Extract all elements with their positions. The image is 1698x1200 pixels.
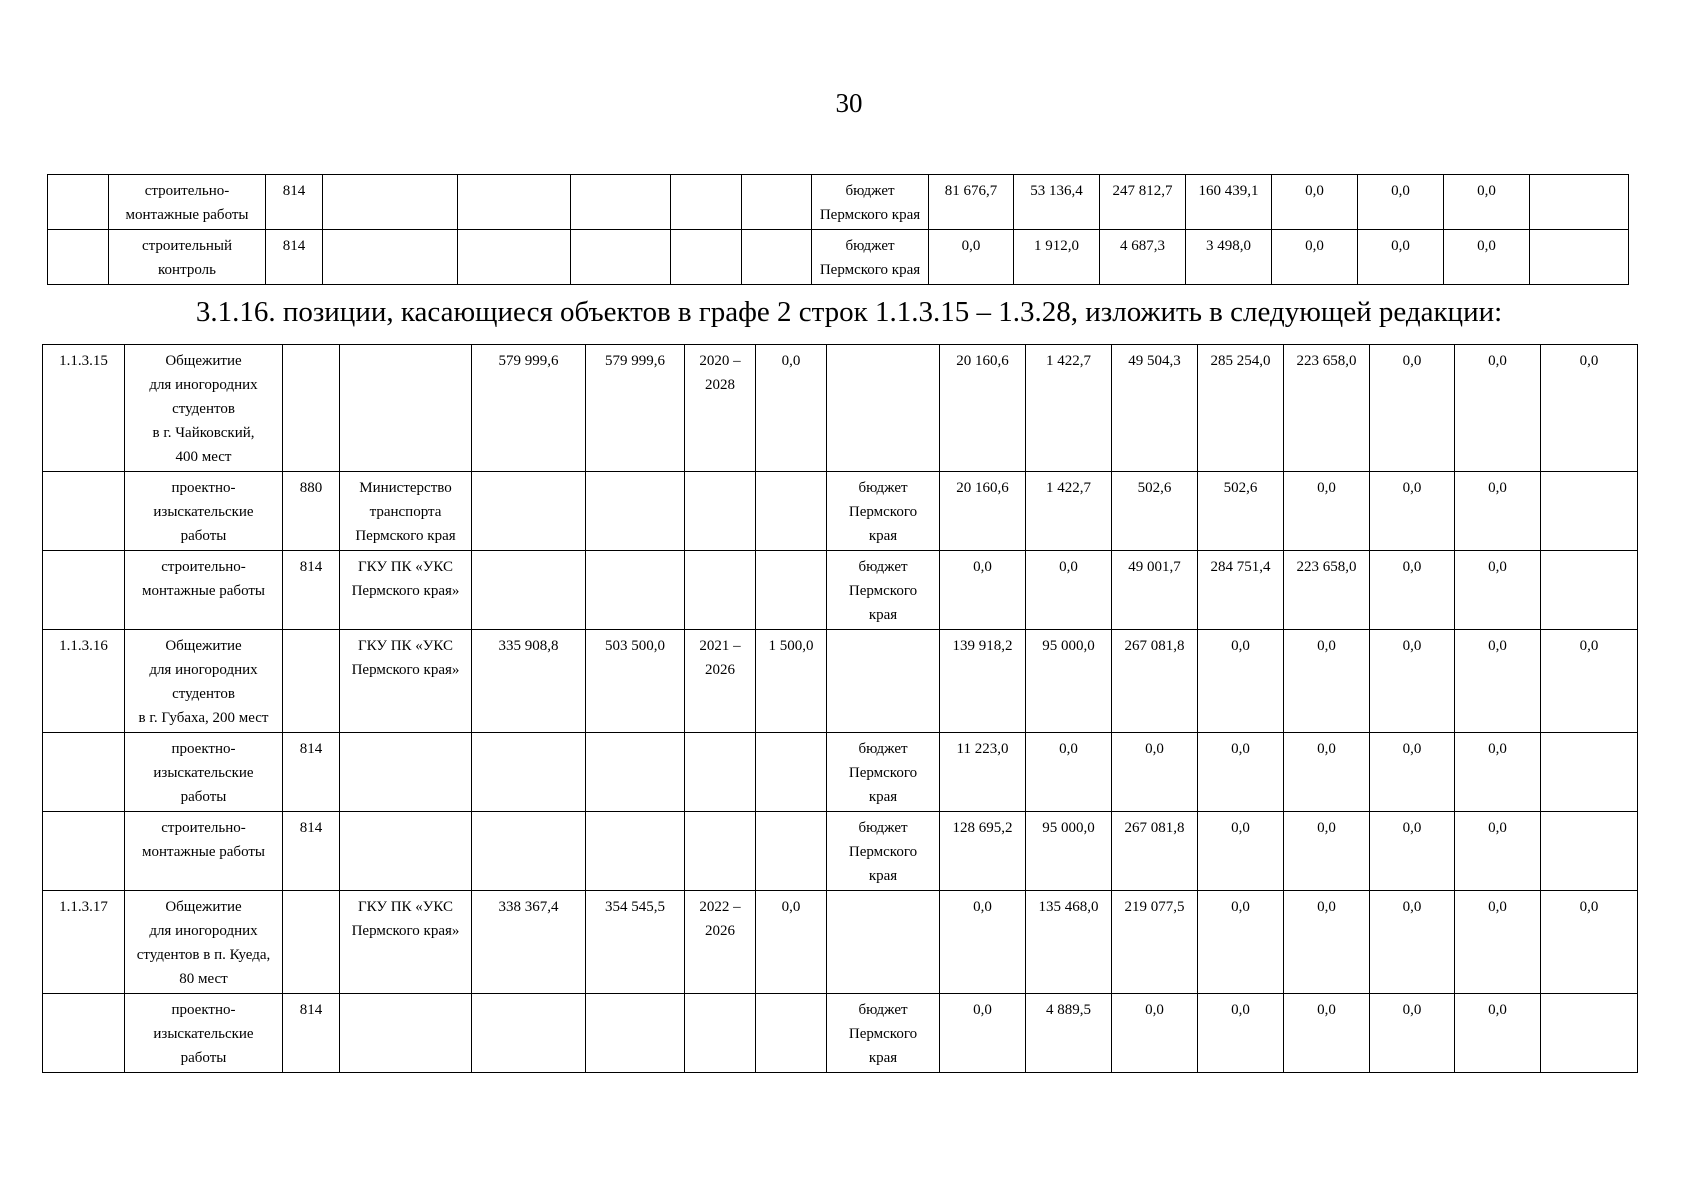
estimated-cost-cell	[472, 551, 586, 630]
item-name-cell: строительный контроль	[109, 230, 266, 285]
value-cell: 0,0	[1026, 551, 1112, 630]
code-cell	[283, 345, 340, 472]
value-cell: 0,0	[1444, 175, 1530, 230]
value-cell: 0,0	[1455, 733, 1541, 812]
prior-funding-cell: 1 500,0	[756, 630, 827, 733]
empty-cell	[742, 230, 812, 285]
total-cost-cell	[586, 812, 685, 891]
table-row	[48, 175, 1629, 230]
value-cell	[1541, 994, 1638, 1073]
value-cell: 0,0	[1284, 994, 1370, 1073]
row-number-cell	[48, 175, 109, 230]
empty-cell	[571, 175, 671, 230]
row-number-cell: 1.1.3.17	[43, 891, 125, 994]
value-cell: 0,0	[1541, 345, 1638, 472]
empty-cell	[742, 175, 812, 230]
value-cell: 0,0	[1541, 630, 1638, 733]
object-name-cell: Общежитие для иногородних студентов в г. Губаха, 200 мест	[125, 630, 283, 733]
value-cell: 502,6	[1112, 472, 1198, 551]
value-cell: 135 468,0	[1026, 891, 1112, 994]
row-number-cell	[43, 733, 125, 812]
prior-funding-cell	[756, 551, 827, 630]
value-cell	[1541, 472, 1638, 551]
funding-source-cell: бюджет Пермского края	[827, 733, 940, 812]
period-cell	[685, 812, 756, 891]
table-row	[43, 812, 1638, 891]
object-name-cell: строительно- монтажные работы	[125, 812, 283, 891]
total-cost-cell	[586, 733, 685, 812]
value-cell: 219 077,5	[1112, 891, 1198, 994]
period-cell: 2021 – 2026	[685, 630, 756, 733]
value-cell: 0,0	[1370, 733, 1455, 812]
estimated-cost-cell	[472, 733, 586, 812]
period-cell	[685, 994, 756, 1073]
value-cell: 0,0	[940, 994, 1026, 1073]
value-cell: 247 812,7	[1100, 175, 1186, 230]
value-cell: 0,0	[1198, 630, 1284, 733]
value-cell: 49 504,3	[1112, 345, 1198, 472]
organization-cell: ГКУ ПК «УКС Пермского края»	[340, 551, 472, 630]
value-cell: 0,0	[1272, 230, 1358, 285]
value-cell: 267 081,8	[1112, 630, 1198, 733]
value-cell: 0,0	[1370, 551, 1455, 630]
value-cell: 0,0	[1112, 994, 1198, 1073]
value-cell: 0,0	[1455, 551, 1541, 630]
value-cell	[1541, 733, 1638, 812]
value-cell: 1 422,7	[1026, 472, 1112, 551]
value-cell: 267 081,8	[1112, 812, 1198, 891]
code-cell	[283, 891, 340, 994]
value-cell: 0,0	[1284, 630, 1370, 733]
value-cell: 0,0	[940, 551, 1026, 630]
period-cell: 2020 – 2028	[685, 345, 756, 472]
organization-cell: Министерство транспорта Пермского края	[340, 472, 472, 551]
value-cell: 0,0	[1370, 345, 1455, 472]
value-cell: 95 000,0	[1026, 630, 1112, 733]
value-cell: 128 695,2	[940, 812, 1026, 891]
prior-funding-cell	[756, 472, 827, 551]
prior-funding-cell	[756, 812, 827, 891]
value-cell: 0,0	[1455, 812, 1541, 891]
objects-table	[42, 344, 1638, 1073]
value-cell: 139 918,2	[940, 630, 1026, 733]
value-cell: 0,0	[929, 230, 1014, 285]
prior-funding-cell	[756, 733, 827, 812]
value-cell: 0,0	[1284, 733, 1370, 812]
total-cost-cell	[586, 472, 685, 551]
value-cell: 0,0	[1455, 472, 1541, 551]
row-number-cell	[43, 994, 125, 1073]
value-cell: 0,0	[1026, 733, 1112, 812]
value-cell: 0,0	[1455, 994, 1541, 1073]
value-cell: 53 136,4	[1014, 175, 1100, 230]
value-cell: 20 160,6	[940, 345, 1026, 472]
empty-cell	[458, 175, 571, 230]
value-cell: 20 160,6	[940, 472, 1026, 551]
value-cell: 0,0	[1198, 994, 1284, 1073]
value-cell: 0,0	[1198, 812, 1284, 891]
value-cell: 0,0	[1198, 891, 1284, 994]
empty-cell	[323, 230, 458, 285]
value-cell: 11 223,0	[940, 733, 1026, 812]
value-cell: 0,0	[1284, 891, 1370, 994]
value-cell: 0,0	[1541, 891, 1638, 994]
value-cell: 81 676,7	[929, 175, 1014, 230]
page-number: 30	[835, 88, 863, 118]
prior-funding-cell: 0,0	[756, 891, 827, 994]
continuation-table	[47, 174, 1629, 285]
organization-cell	[340, 345, 472, 472]
object-name-cell: проектно- изыскательские работы	[125, 472, 283, 551]
value-cell: 0,0	[1455, 345, 1541, 472]
object-name-cell: строительно- монтажные работы	[125, 551, 283, 630]
organization-cell	[340, 994, 472, 1073]
total-cost-cell: 503 500,0	[586, 630, 685, 733]
row-number-cell	[43, 812, 125, 891]
row-number-cell: 1.1.3.16	[43, 630, 125, 733]
value-cell: 0,0	[1272, 175, 1358, 230]
funding-source-cell	[827, 891, 940, 994]
organization-cell	[340, 812, 472, 891]
prior-funding-cell	[756, 994, 827, 1073]
value-cell: 0,0	[1370, 812, 1455, 891]
value-cell: 4 687,3	[1100, 230, 1186, 285]
value-cell: 0,0	[1444, 230, 1530, 285]
estimated-cost-cell	[472, 472, 586, 551]
empty-cell	[671, 175, 742, 230]
period-cell	[685, 733, 756, 812]
value-cell: 0,0	[1370, 891, 1455, 994]
organization-cell: ГКУ ПК «УКС Пермского края»	[340, 891, 472, 994]
value-cell	[1541, 812, 1638, 891]
section-heading: 3.1.16. позиции, касающиеся объектов в графе 2 строк 1.1.3.15 – 1.3.28, изложить в следующей редакции:	[195, 296, 1503, 328]
value-cell: 284 751,4	[1198, 551, 1284, 630]
code-cell: 814	[283, 551, 340, 630]
value-cell: 0,0	[1370, 994, 1455, 1073]
funding-source-cell: бюджет Пермского края	[827, 994, 940, 1073]
item-name-cell: строительно- монтажные работы	[109, 175, 266, 230]
empty-cell	[1530, 175, 1629, 230]
organization-cell: ГКУ ПК «УКС Пермского края»	[340, 630, 472, 733]
prior-funding-cell: 0,0	[756, 345, 827, 472]
value-cell: 49 001,7	[1112, 551, 1198, 630]
row-number-cell	[43, 551, 125, 630]
estimated-cost-cell	[472, 994, 586, 1073]
table-row	[43, 345, 1638, 472]
code-cell: 814	[266, 230, 323, 285]
period-cell	[685, 551, 756, 630]
table-row	[43, 891, 1638, 994]
value-cell: 285 254,0	[1198, 345, 1284, 472]
total-cost-cell	[586, 551, 685, 630]
value-cell: 4 889,5	[1026, 994, 1112, 1073]
table-row	[43, 733, 1638, 812]
estimated-cost-cell: 335 908,8	[472, 630, 586, 733]
estimated-cost-cell	[472, 812, 586, 891]
total-cost-cell: 354 545,5	[586, 891, 685, 994]
table-row	[43, 472, 1638, 551]
value-cell: 1 422,7	[1026, 345, 1112, 472]
code-cell	[283, 630, 340, 733]
empty-cell	[671, 230, 742, 285]
value-cell: 0,0	[1198, 733, 1284, 812]
funding-source-cell	[827, 345, 940, 472]
value-cell: 0,0	[1370, 472, 1455, 551]
value-cell: 0,0	[1370, 630, 1455, 733]
total-cost-cell	[586, 994, 685, 1073]
value-cell: 3 498,0	[1186, 230, 1272, 285]
empty-cell	[323, 175, 458, 230]
value-cell: 0,0	[940, 891, 1026, 994]
row-number-cell	[48, 230, 109, 285]
code-cell: 880	[283, 472, 340, 551]
funding-source-cell: бюджет Пермского края	[827, 551, 940, 630]
empty-cell	[1530, 230, 1629, 285]
object-name-cell: проектно- изыскательские работы	[125, 733, 283, 812]
value-cell: 0,0	[1284, 812, 1370, 891]
empty-cell	[458, 230, 571, 285]
row-number-cell: 1.1.3.15	[43, 345, 125, 472]
value-cell: 1 912,0	[1014, 230, 1100, 285]
value-cell	[1541, 551, 1638, 630]
funding-source-cell: бюджет Пермского края	[827, 812, 940, 891]
value-cell: 0,0	[1358, 230, 1444, 285]
funding-source-cell: бюджет Пермского края	[812, 230, 929, 285]
value-cell: 502,6	[1198, 472, 1284, 551]
value-cell: 223 658,0	[1284, 551, 1370, 630]
code-cell: 814	[283, 994, 340, 1073]
table-row	[43, 994, 1638, 1073]
table-row	[43, 630, 1638, 733]
value-cell: 160 439,1	[1186, 175, 1272, 230]
period-cell: 2022 – 2026	[685, 891, 756, 994]
value-cell: 0,0	[1112, 733, 1198, 812]
funding-source-cell: бюджет Пермского края	[812, 175, 929, 230]
funding-source-cell	[827, 630, 940, 733]
table-row	[43, 551, 1638, 630]
value-cell: 0,0	[1455, 891, 1541, 994]
table-row	[48, 230, 1629, 285]
value-cell: 0,0	[1358, 175, 1444, 230]
organization-cell	[340, 733, 472, 812]
period-cell	[685, 472, 756, 551]
object-name-cell: Общежитие для иногородних студентов в п. Куеда, 80 мест	[125, 891, 283, 994]
value-cell: 223 658,0	[1284, 345, 1370, 472]
empty-cell	[571, 230, 671, 285]
code-cell: 814	[266, 175, 323, 230]
estimated-cost-cell: 579 999,6	[472, 345, 586, 472]
value-cell: 0,0	[1455, 630, 1541, 733]
row-number-cell	[43, 472, 125, 551]
estimated-cost-cell: 338 367,4	[472, 891, 586, 994]
value-cell: 0,0	[1284, 472, 1370, 551]
total-cost-cell: 579 999,6	[586, 345, 685, 472]
object-name-cell: Общежитие для иногородних студентов в г. Чайковский, 400 мест	[125, 345, 283, 472]
code-cell: 814	[283, 733, 340, 812]
code-cell: 814	[283, 812, 340, 891]
funding-source-cell: бюджет Пермского края	[827, 472, 940, 551]
object-name-cell: проектно- изыскательские работы	[125, 994, 283, 1073]
value-cell: 95 000,0	[1026, 812, 1112, 891]
